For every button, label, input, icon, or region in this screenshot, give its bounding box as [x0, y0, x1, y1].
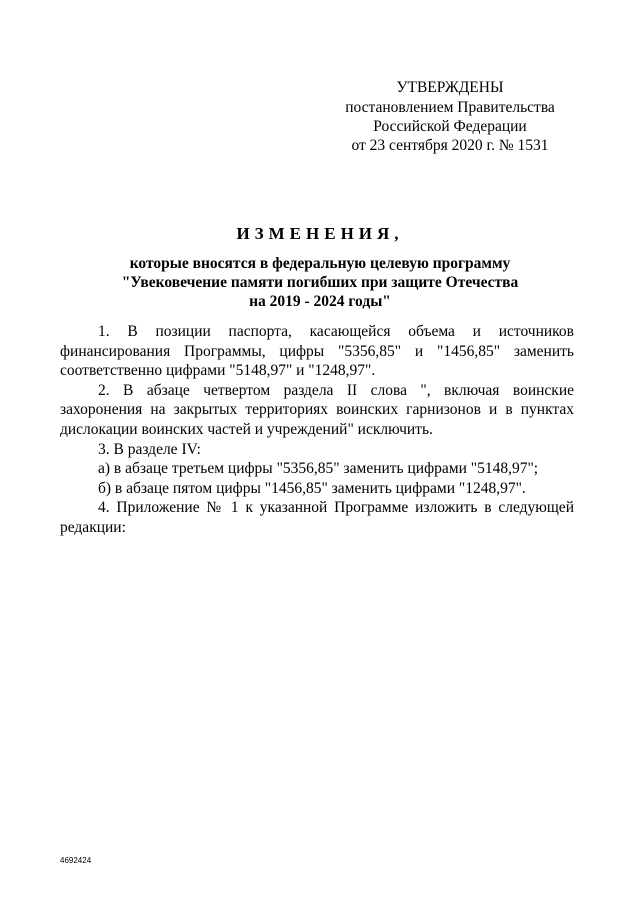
approval-line-1: постановлением Правительства	[345, 99, 555, 116]
approval-title: УТВЕРЖДЕНЫ	[396, 79, 504, 96]
document-heading	[60, 224, 580, 311]
heading-line-2: "Увековечение памяти погибших при защите Отечества	[121, 274, 519, 291]
paragraph-2: 2. В абзаце четвертом раздела II слова ", включая воинские захоронения на закрытых территориях воинских гарнизонов и в пунктах дислокации воинских частей и учреждений" исключить.	[60, 381, 574, 438]
paragraph-3b: б) в абзаце пятом цифры "1456,85" заменить цифрами "1248,97".	[98, 479, 526, 497]
document-body	[60, 322, 574, 538]
paragraph-3: 3. В разделе IV:	[98, 440, 201, 458]
approval-line-3: от 23 сентября 2020 г. № 1531	[351, 137, 549, 154]
approval-line-2: Российской Федерации	[373, 118, 527, 135]
paragraph-3a: а) в абзаце третьем цифры "5356,85" заменить цифрами "5148,97";	[98, 460, 539, 478]
approval-stamp	[330, 78, 570, 155]
document-code: 4692424	[60, 856, 92, 865]
document-title: ИЗМЕНЕНИЯ,	[236, 224, 404, 243]
paragraph-1: 1. В позиции паспорта, касающейся объема и источников финансирования Программы, цифры "5356,85" и "1456,85" заменить соответственно цифрами "5148,97" и "1248,97".	[60, 323, 574, 380]
heading-line-3: на 2019 - 2024 годы"	[249, 293, 391, 310]
heading-line-1: которые вносятся в федеральную целевую программу	[129, 255, 511, 272]
paragraph-4: 4. Приложение № 1 к указанной Программе изложить в следующей редакции:	[60, 499, 574, 536]
